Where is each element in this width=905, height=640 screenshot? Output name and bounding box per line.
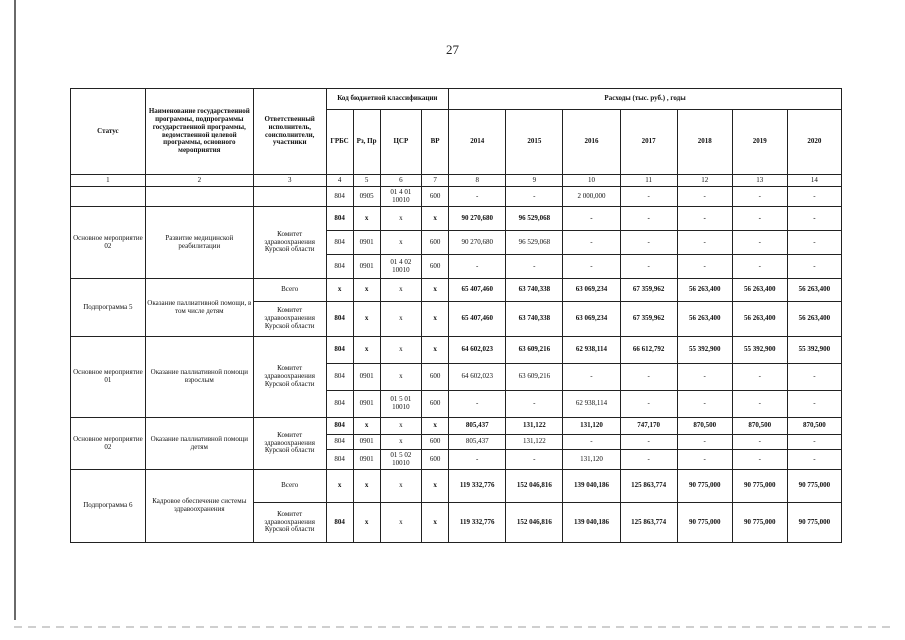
value-cell: - <box>620 391 677 418</box>
value-cell: - <box>787 255 841 279</box>
table-row <box>71 418 842 435</box>
csr-cell: 01 4 01 10010 <box>380 187 422 207</box>
value-cell: - <box>449 391 506 418</box>
header-year: 2019 <box>732 110 787 175</box>
name-cell: Развитие медицинской реабилитации <box>145 207 253 279</box>
header-csr: ЦСР <box>380 110 422 175</box>
value-cell: - <box>787 391 841 418</box>
value-cell: 63 069,234 <box>563 279 620 302</box>
value-cell: - <box>732 231 787 255</box>
grbs-cell: 804 <box>326 187 353 207</box>
value-cell: 63 740,338 <box>506 302 563 337</box>
value-cell: - <box>677 207 732 231</box>
value-cell: 125 863,774 <box>620 470 677 503</box>
value-cell: 66 612,792 <box>620 337 677 364</box>
csr-cell: x <box>380 207 422 231</box>
vr-cell: 600 <box>422 187 449 207</box>
csr-cell: x <box>380 418 422 435</box>
responsible-cell: Всего <box>253 279 326 302</box>
table-row <box>71 337 842 364</box>
csr-cell: 01 5 02 10010 <box>380 450 422 470</box>
value-cell: 870,500 <box>677 418 732 435</box>
value-cell: 119 332,776 <box>449 470 506 503</box>
vr-cell: 600 <box>422 364 449 391</box>
vr-cell: x <box>422 503 449 543</box>
value-cell: 805,437 <box>449 435 506 450</box>
value-cell: - <box>732 255 787 279</box>
header-year: 2015 <box>506 110 563 175</box>
grbs-cell: 804 <box>326 231 353 255</box>
value-cell: - <box>620 435 677 450</box>
page-number: 27 <box>446 42 459 57</box>
col-number: 4 <box>326 175 353 187</box>
value-cell: 62 938,114 <box>563 391 620 418</box>
vr-cell: 600 <box>422 435 449 450</box>
value-cell: 747,170 <box>620 418 677 435</box>
value-cell: - <box>563 231 620 255</box>
value-cell: - <box>677 364 732 391</box>
vr-cell: 600 <box>422 450 449 470</box>
value-cell: - <box>620 207 677 231</box>
rzpr-cell: 0901 <box>353 435 380 450</box>
value-cell: 96 529,068 <box>506 231 563 255</box>
grbs-cell: 804 <box>326 435 353 450</box>
grbs-cell: 804 <box>326 391 353 418</box>
col-number: 5 <box>353 175 380 187</box>
value-cell: 56 263,400 <box>677 302 732 337</box>
value-cell: 55 392,900 <box>787 337 841 364</box>
value-cell: 870,500 <box>732 418 787 435</box>
value-cell: 55 392,900 <box>732 337 787 364</box>
col-number: 10 <box>563 175 620 187</box>
value-cell: - <box>787 450 841 470</box>
rzpr-cell: x <box>353 503 380 543</box>
csr-cell: x <box>380 470 422 503</box>
value-cell: 870,500 <box>787 418 841 435</box>
value-cell: 90 775,000 <box>732 503 787 543</box>
value-cell: 90 775,000 <box>677 470 732 503</box>
vr-cell: 600 <box>422 391 449 418</box>
header-year: 2014 <box>449 110 506 175</box>
value-cell: 67 359,962 <box>620 302 677 337</box>
vr-cell: x <box>422 337 449 364</box>
value-cell: 90 775,000 <box>787 470 841 503</box>
name-cell: Оказание паллиативной помощи, в том числе детям <box>145 279 253 337</box>
header-year: 2016 <box>563 110 620 175</box>
responsible-cell: Всего <box>253 470 326 503</box>
name-cell: Кадровое обеспечение системы здравоохранения <box>145 470 253 543</box>
col-number: 11 <box>620 175 677 187</box>
name-cell: Оказание паллиативной помощи взрослым <box>145 337 253 418</box>
column-number-row <box>71 175 842 187</box>
col-number: 14 <box>787 175 841 187</box>
value-cell: 119 332,776 <box>449 503 506 543</box>
header-responsible: Ответственный исполнитель, соисполнители, участники <box>253 89 326 175</box>
value-cell: 131,122 <box>506 435 563 450</box>
value-cell: 139 040,186 <box>563 470 620 503</box>
value-cell: 90 270,680 <box>449 231 506 255</box>
value-cell: 63 609,216 <box>506 364 563 391</box>
value-cell: 56 263,400 <box>732 302 787 337</box>
grbs-cell: x <box>326 470 353 503</box>
grbs-cell: 804 <box>326 364 353 391</box>
value-cell: - <box>732 187 787 207</box>
value-cell: 2 000,000 <box>563 187 620 207</box>
value-cell: - <box>506 391 563 418</box>
value-cell: - <box>787 435 841 450</box>
csr-cell: 01 5 01 10010 <box>380 391 422 418</box>
vr-cell: x <box>422 302 449 337</box>
value-cell: 56 263,400 <box>787 279 841 302</box>
page-bottom-edge <box>14 626 894 628</box>
col-number: 1 <box>71 175 146 187</box>
value-cell: 90 775,000 <box>732 470 787 503</box>
header-grbs: ГРБС <box>326 110 353 175</box>
value-cell: - <box>677 450 732 470</box>
grbs-cell: 804 <box>326 503 353 543</box>
rzpr-cell: 0901 <box>353 391 380 418</box>
value-cell: 96 529,068 <box>506 207 563 231</box>
header-year: 2018 <box>677 110 732 175</box>
rzpr-cell: x <box>353 279 380 302</box>
col-number: 9 <box>506 175 563 187</box>
header-status: Статус <box>71 89 146 175</box>
value-cell: - <box>563 364 620 391</box>
value-cell: 125 863,774 <box>620 503 677 543</box>
status-cell: Подпрограмма 6 <box>71 470 146 543</box>
table-row <box>71 279 842 302</box>
value-cell: 64 602,023 <box>449 337 506 364</box>
responsible-cell: Комитет здравоохранения Курской области <box>253 503 326 543</box>
value-cell: - <box>620 450 677 470</box>
col-number: 6 <box>380 175 422 187</box>
value-cell: 55 392,900 <box>677 337 732 364</box>
col-number: 13 <box>732 175 787 187</box>
vr-cell: 600 <box>422 231 449 255</box>
rzpr-cell: 0901 <box>353 231 380 255</box>
col-number: 8 <box>449 175 506 187</box>
value-cell: 56 263,400 <box>787 302 841 337</box>
grbs-cell: 804 <box>326 450 353 470</box>
grbs-cell: 804 <box>326 255 353 279</box>
value-cell: 90 270,680 <box>449 207 506 231</box>
value-cell: - <box>620 231 677 255</box>
csr-cell: x <box>380 337 422 364</box>
grbs-cell: 804 <box>326 207 353 231</box>
value-cell: 62 938,114 <box>563 337 620 364</box>
name-cell <box>145 187 253 207</box>
col-number: 12 <box>677 175 732 187</box>
budget-table <box>70 88 842 543</box>
value-cell: 56 263,400 <box>677 279 732 302</box>
rzpr-cell: x <box>353 207 380 231</box>
header-expenses: Расходы (тыс. руб.) , годы <box>449 89 842 110</box>
csr-cell: x <box>380 302 422 337</box>
header-rzpr: Рз, Пр <box>353 110 380 175</box>
responsible-cell: Комитет здравоохранения Курской области <box>253 337 326 418</box>
responsible-cell: Комитет здравоохранения Курской области <box>253 418 326 470</box>
vr-cell: x <box>422 279 449 302</box>
value-cell: - <box>787 187 841 207</box>
col-number: 2 <box>145 175 253 187</box>
value-cell: - <box>449 450 506 470</box>
vr-cell: x <box>422 470 449 503</box>
value-cell: - <box>620 364 677 391</box>
value-cell: 131,120 <box>563 450 620 470</box>
value-cell: - <box>732 391 787 418</box>
value-cell: 90 775,000 <box>787 503 841 543</box>
value-cell: - <box>677 391 732 418</box>
vr-cell: x <box>422 418 449 435</box>
csr-cell: x <box>380 279 422 302</box>
value-cell: - <box>677 255 732 279</box>
table-row <box>71 470 842 503</box>
page-left-edge <box>14 0 16 620</box>
grbs-cell: 804 <box>326 418 353 435</box>
value-cell: - <box>677 231 732 255</box>
status-cell: Основное мероприятие 02 <box>71 207 146 279</box>
status-cell: Основное мероприятие 01 <box>71 337 146 418</box>
value-cell: - <box>787 207 841 231</box>
value-cell: 63 740,338 <box>506 279 563 302</box>
value-cell: 65 407,460 <box>449 279 506 302</box>
responsible-cell: Комитет здравоохранения Курской области <box>253 302 326 337</box>
status-cell: Подпрограмма 5 <box>71 279 146 337</box>
grbs-cell: 804 <box>326 337 353 364</box>
value-cell: - <box>677 435 732 450</box>
value-cell: - <box>787 364 841 391</box>
value-cell: - <box>732 207 787 231</box>
value-cell: 90 775,000 <box>677 503 732 543</box>
value-cell: - <box>506 187 563 207</box>
col-number: 3 <box>253 175 326 187</box>
header-row-1 <box>71 89 842 110</box>
value-cell: - <box>732 364 787 391</box>
csr-cell: x <box>380 231 422 255</box>
value-cell: 805,437 <box>449 418 506 435</box>
value-cell: 63 069,234 <box>563 302 620 337</box>
value-cell: - <box>506 450 563 470</box>
rzpr-cell: 0901 <box>353 364 380 391</box>
grbs-cell: 804 <box>326 302 353 337</box>
header-vr: ВР <box>422 110 449 175</box>
responsible-cell <box>253 187 326 207</box>
rzpr-cell: x <box>353 418 380 435</box>
grbs-cell: x <box>326 279 353 302</box>
value-cell: 131,122 <box>506 418 563 435</box>
value-cell: - <box>620 187 677 207</box>
value-cell: - <box>506 255 563 279</box>
value-cell: 63 609,216 <box>506 337 563 364</box>
csr-cell: x <box>380 503 422 543</box>
name-cell: Оказание паллиативной помощи детям <box>145 418 253 470</box>
value-cell: - <box>787 231 841 255</box>
responsible-cell: Комитет здравоохранения Курской области <box>253 207 326 279</box>
value-cell: - <box>620 255 677 279</box>
value-cell: - <box>732 435 787 450</box>
value-cell: - <box>732 450 787 470</box>
header-year: 2017 <box>620 110 677 175</box>
value-cell: 56 263,400 <box>732 279 787 302</box>
value-cell: - <box>449 187 506 207</box>
csr-cell: 01 4 02 10010 <box>380 255 422 279</box>
value-cell: 152 046,816 <box>506 503 563 543</box>
csr-cell: x <box>380 364 422 391</box>
header-year: 2020 <box>787 110 841 175</box>
vr-cell: x <box>422 207 449 231</box>
rzpr-cell: 0905 <box>353 187 380 207</box>
value-cell: 131,120 <box>563 418 620 435</box>
rzpr-cell: 0901 <box>353 450 380 470</box>
value-cell: 152 046,816 <box>506 470 563 503</box>
header-name: Наименование государственной программы, подпрограммы государственной программы, ведомственной целевой программы, основного мероприятия <box>145 89 253 175</box>
status-cell <box>71 187 146 207</box>
csr-cell: x <box>380 435 422 450</box>
value-cell: 67 359,962 <box>620 279 677 302</box>
rzpr-cell: x <box>353 470 380 503</box>
col-number: 7 <box>422 175 449 187</box>
rzpr-cell: x <box>353 337 380 364</box>
rzpr-cell: 0901 <box>353 255 380 279</box>
rzpr-cell: x <box>353 302 380 337</box>
table-row <box>71 187 842 207</box>
value-cell: 64 602,023 <box>449 364 506 391</box>
value-cell: 65 407,460 <box>449 302 506 337</box>
table-row <box>71 207 842 231</box>
value-cell: - <box>449 255 506 279</box>
vr-cell: 600 <box>422 255 449 279</box>
value-cell: - <box>677 187 732 207</box>
value-cell: 139 040,186 <box>563 503 620 543</box>
value-cell: - <box>563 207 620 231</box>
status-cell: Основное мероприятие 02 <box>71 418 146 470</box>
value-cell: - <box>563 435 620 450</box>
value-cell: - <box>563 255 620 279</box>
header-budget-code: Код бюджетной классификации <box>326 89 449 110</box>
